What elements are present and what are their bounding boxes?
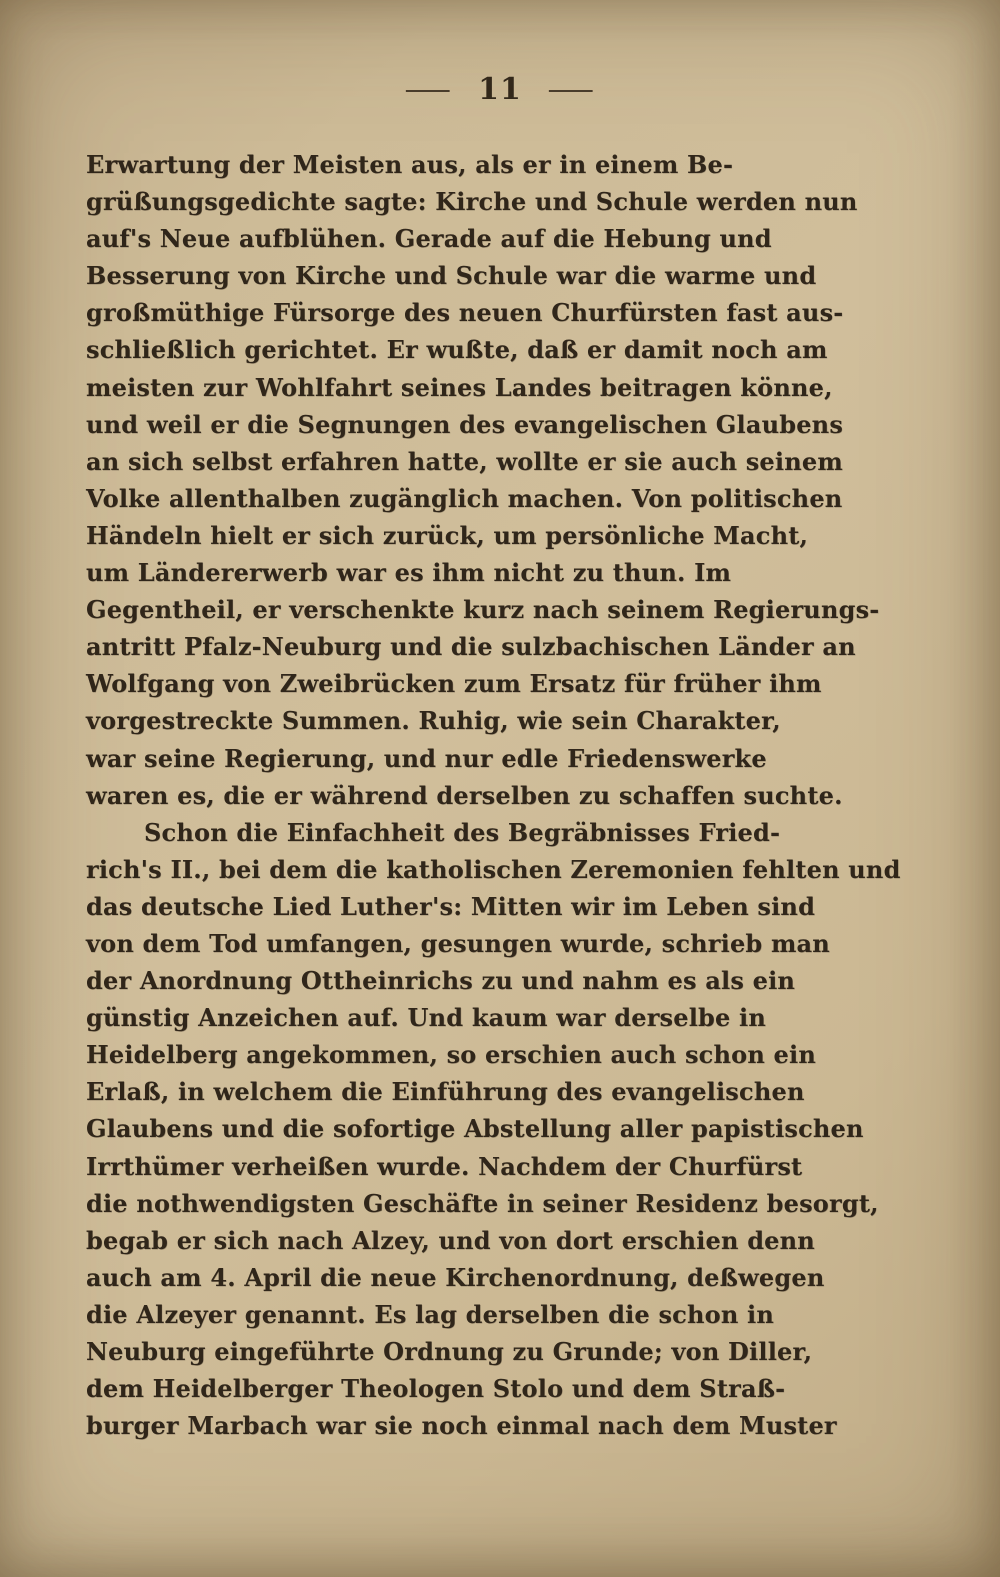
text-line: war seine Regierung, und nur edle Friedenswerke (86, 743, 767, 773)
text-line: die nothwendigsten Geschäfte in seiner Residenz besorgt, (86, 1188, 879, 1218)
text-line: der Anordnung Ottheinrichs zu und nahm es als ein (86, 966, 796, 996)
page-header (0, 72, 1000, 107)
text-line: großmüthige Fürsorge des neuen Churfürsten fast aus- (86, 298, 844, 328)
text-line: waren es, die er während derselben zu schaffen suchte. (86, 780, 843, 810)
text-line: die Alzeyer genannt. Es lag derselben die schon in (86, 1299, 775, 1329)
header-right-dash: — (546, 72, 597, 107)
text-line: Gegentheil, er verschenkte kurz nach seinem Regierungs- (86, 595, 880, 625)
text-line: Glaubens und die sofortige Abstellung aller papistischen (86, 1114, 864, 1144)
text-line: Neuburg eingeführte Ordnung zu Grunde; von Diller, (86, 1337, 813, 1366)
text-line: um Ländererwerb war es ihm nicht zu thun. Im (86, 558, 732, 588)
text-line: auf's Neue aufblühen. Gerade auf die Hebung und (86, 224, 772, 254)
text-line: Erlaß, in welchem die Einführung des evangelischen (86, 1077, 805, 1107)
text-line: meisten zur Wohlfahrt seines Landes beitragen könne, (86, 372, 833, 402)
text-line: grüßungsgedichte sagte: Kirche und Schule werden nun (86, 187, 858, 217)
text-line: an sich selbst erfahren hatte, wollte er sie auch seinem (86, 446, 843, 476)
header-left-dash: — (403, 72, 454, 107)
text-line: Irrthümer verheißen wurde. Nachdem der Churfürst (86, 1151, 803, 1181)
text-line: Schon die Einfachheit des Begräbnisses Fried- (144, 817, 781, 847)
text-line: das deutsche Lied Luther's: Mitten wir im Leben sind (86, 891, 816, 921)
text-line: rich's II., bei dem die katholischen Zeremonien fehlten und (86, 854, 901, 884)
text-line: günstig Anzeichen auf. Und kaum war derselbe in (86, 1003, 767, 1033)
text-line: Wolfgang von Zweibrücken zum Ersatz für früher ihm (86, 669, 822, 699)
text-line: antritt Pfalz-Neuburg und die sulzbachischen Länder an (86, 632, 856, 662)
text-line: Besserung von Kirche und Schule war die warme und (86, 261, 817, 291)
text-block (86, 146, 901, 1444)
text-line: Erwartung der Meisten aus, als er in einem Be- (86, 150, 734, 179)
text-line: und weil er die Segnungen des evangelischen Glaubens (86, 409, 844, 439)
text-line: Volke allenthalben zugänglich machen. Von politischen (86, 483, 843, 513)
text-line: begab er sich nach Alzey, und von dort erschien denn (86, 1225, 815, 1255)
text-line: burger Marbach war sie noch einmal nach dem Muster (86, 1411, 837, 1441)
text-line: schließlich gerichtet. Er wußte, daß er damit noch am (86, 335, 828, 365)
text-line: vorgestreckte Summen. Ruhig, wie sein Charakter, (86, 706, 781, 736)
text-line: Heidelberg angekommen, so erschien auch schon ein (86, 1040, 816, 1070)
text-line: auch am 4. April die neue Kirchenordnung, deßwegen (86, 1262, 825, 1292)
page-number: 11 (478, 72, 522, 107)
text-line: dem Heidelberger Theologen Stolo und dem Straß- (86, 1374, 786, 1404)
text-line: Händeln hielt er sich zurück, um persönliche Macht, (86, 520, 809, 550)
text-line: von dem Tod umfangen, gesungen wurde, schrieb man (86, 928, 830, 958)
